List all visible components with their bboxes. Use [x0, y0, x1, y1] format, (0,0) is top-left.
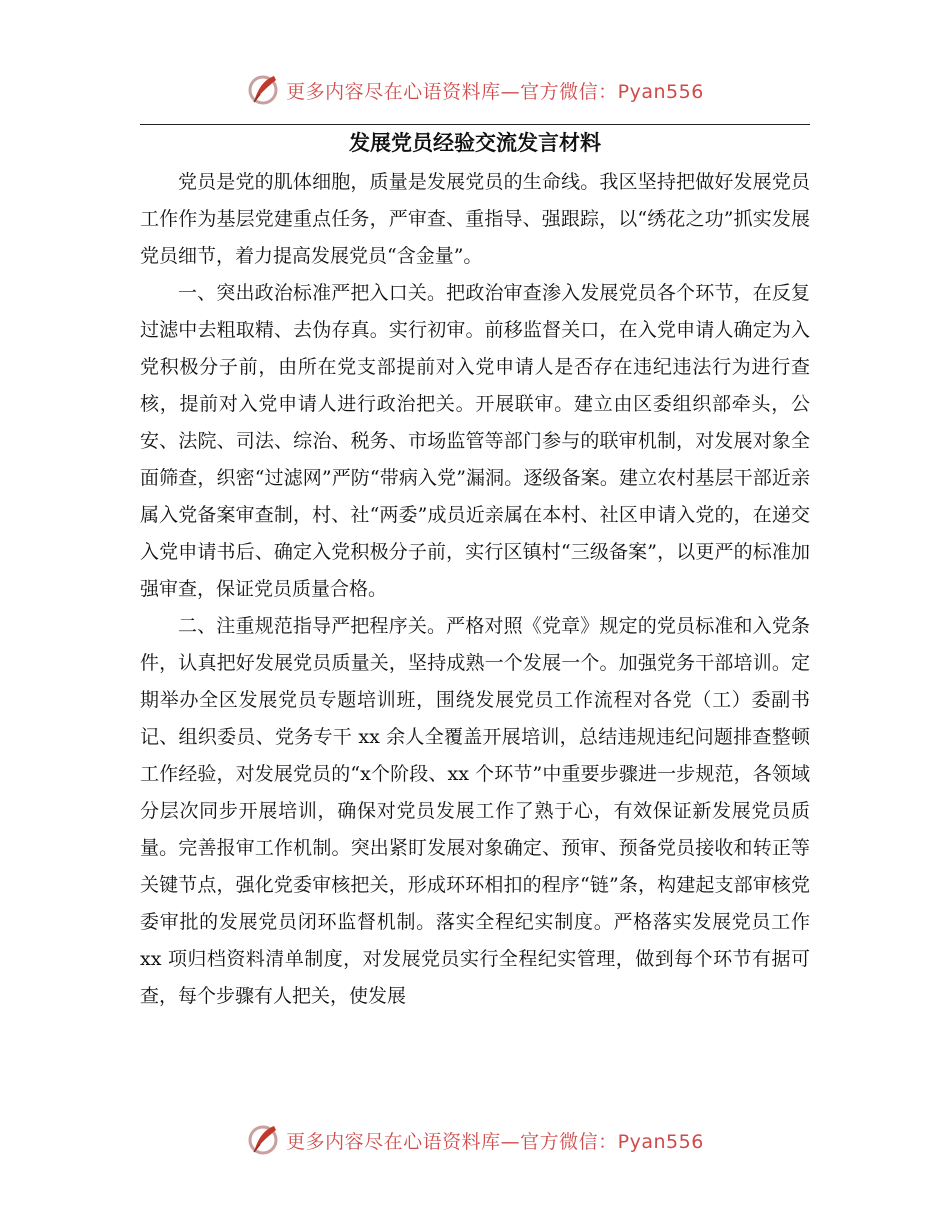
footer-watermark [0, 1120, 950, 1160]
header-watermark [0, 70, 950, 110]
document-body [140, 164, 810, 1015]
header-rule [140, 124, 810, 125]
header-watermark-text: 更多内容尽在心语资料库—官方微信：Pyan556 [286, 80, 704, 103]
paragraph-section-2: 二、注重规范指导严把程序关。严格对照《党章》规定的党员标准和入党条件，认真把好发展党员质量关，坚持成熟一个发展一个。加强党务干部培训。定期举办全区发展党员专题培训班，围绕发展党员工作流程对各党（工）委副书记、组织委员、党务专干 xx 余人全覆盖开展培训，总结违规违纪问题排查整顿工作经验，对发展党员的“x个阶段、xx 个环节”中重要步骤进一步规范，各领域分层次同步开展培训，确保对党员发展工作了熟于心，有效保证新发展党员质量。完善报审工作机制。突出紧盯发展对象确定、预审、预备党员接收和转正等关键节点，强化党委审核把关，形成环环相扣的程序“链”条，构建起支部审核党委审批的发展党员闭环监督机制。落实全程纪实制度。严格落实发展党员工作 xx 项归档资料清单制度，对发展党员实行全程纪实管理，做到每个环节有据可查，每个步骤有人把关，使发展 [140, 615, 810, 1007]
paragraph-section-1: 一、突出政治标准严把入口关。把政治审查渗入发展党员各个环节，在反复过滤中去粗取精、去伪存真。实行初审。前移监督关口，在入党申请人确定为入党积极分子前，由所在党支部提前对入党申请人是否存在违纪违法行为进行查核，提前对入党申请人进行政治把关。开展联审。建立由区委组织部牵头，公安、法院、司法、综治、税务、市场监管等部门参与的联审机制，对发展对象全面筛查，织密“过滤网”严防“带病入党”漏洞。逐级备案。建立农村基层干部近亲属入党备案审查制，村、社“两委”成员近亲属在本村、社区申请入党的，在递交入党申请书后、确定入党积极分子前，实行区镇村“三级备案”，以更严的标准加强审查，保证党员质量合格。 [140, 282, 810, 600]
document-title: 发展党员经验交流发言材料 [349, 131, 601, 155]
paragraph-intro: 党员是党的肌体细胞，质量是发展党员的生命线。我区坚持把做好发展党员工作作为基层党建重点任务，严审查、重指导、强跟踪，以“绣花之功”抓实发展党员细节，着力提高发展党员“含金量”。 [140, 171, 810, 267]
quill-logo-icon [246, 1122, 282, 1158]
quill-logo-icon [246, 72, 282, 108]
footer-watermark-text: 更多内容尽在心语资料库—官方微信：Pyan556 [286, 1130, 704, 1153]
